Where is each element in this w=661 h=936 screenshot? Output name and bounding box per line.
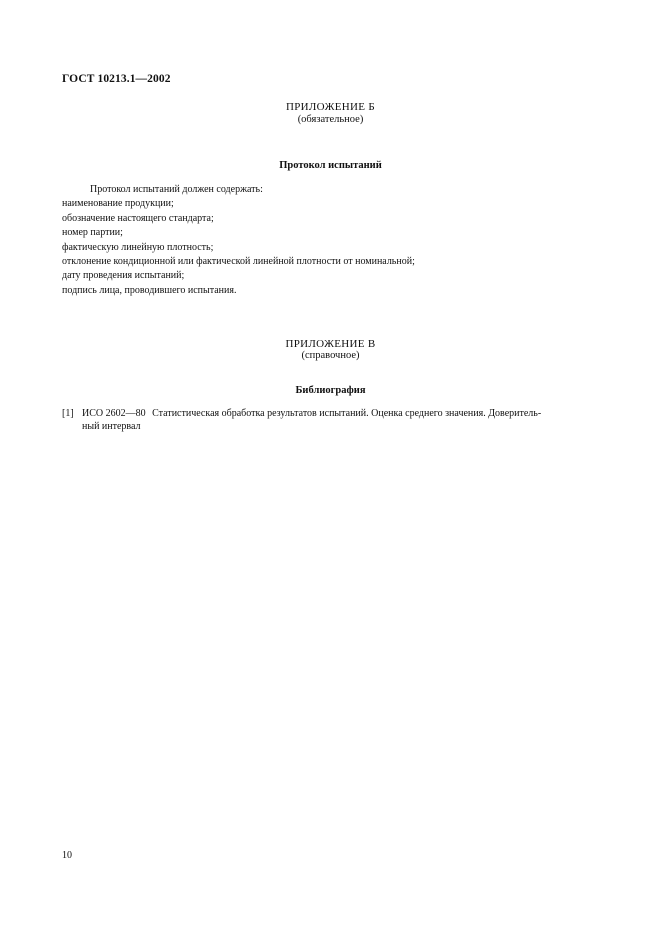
protocol-body <box>62 183 622 298</box>
protocol-heading: Протокол испытаний <box>279 160 382 171</box>
bibliography-entry-number: [1] <box>62 408 74 419</box>
bibliography-entry-title-line1: Статистическая обработка результатов испытаний. Оценка среднего значения. Доверитель- <box>152 408 542 419</box>
protocol-item: номер партии; <box>62 227 123 239</box>
page-number: 10 <box>62 850 72 861</box>
document-header: ГОСТ 10213.1—2002 <box>62 73 171 85</box>
protocol-intro: Протокол испытаний должен содержать: <box>90 184 263 195</box>
protocol-item: фактическую линейную плотность; <box>62 241 214 253</box>
protocol-item: отклонение кондиционной или фактической линейной плотности от номинальной; <box>62 256 415 268</box>
appendix-b-title: ПРИЛОЖЕНИЕ Б <box>286 101 375 113</box>
bibliography-entry-code: ИСО 2602—80 <box>82 408 146 419</box>
appendix-b-status: (обязательное) <box>297 114 364 125</box>
appendix-v-status: (справочное) <box>301 350 360 361</box>
protocol-item: обозначение настоящего стандарта; <box>62 212 214 224</box>
protocol-item: дату проведения испытаний; <box>62 270 185 282</box>
protocol-item: подпись лица, проводившего испытания. <box>62 284 237 296</box>
appendix-v-title: ПРИЛОЖЕНИЕ В <box>285 338 376 350</box>
bibliography-entry-title-line2: ный интервал <box>82 421 141 432</box>
bibliography-heading: Библиография <box>295 385 366 396</box>
protocol-item: наименование продукции; <box>62 198 174 210</box>
bibliography-entry <box>62 407 602 433</box>
